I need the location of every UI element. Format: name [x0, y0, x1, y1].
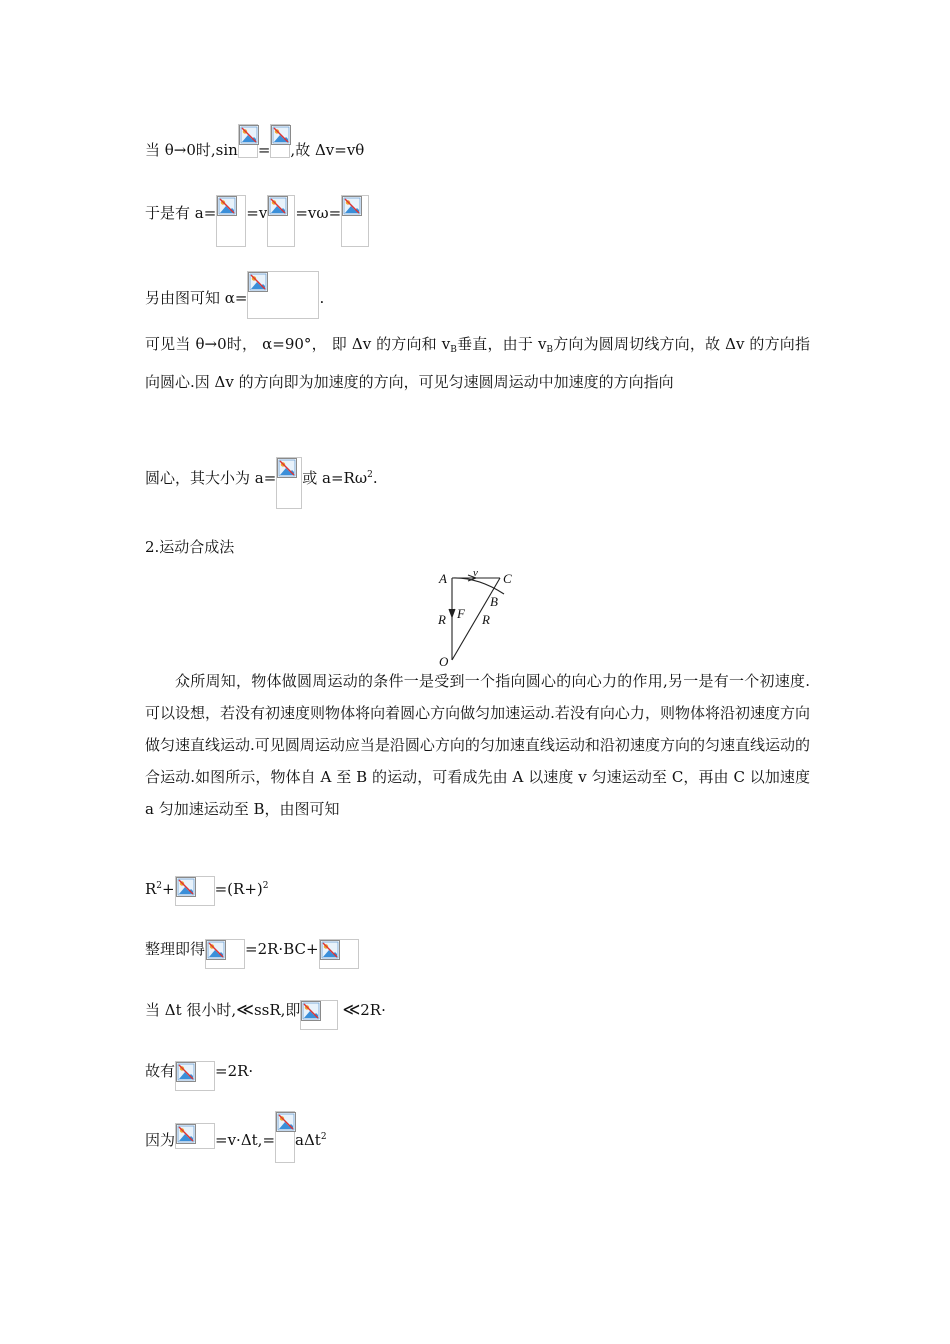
broken-image-icon: [176, 877, 196, 897]
equation-line-2: [145, 203, 369, 255]
equation-2: [145, 939, 359, 969]
text: 2R·: [360, 1001, 386, 1019]
arrow-F: [449, 609, 455, 617]
formula-image: [275, 1111, 295, 1163]
broken-image-icon: [342, 196, 362, 216]
text: .: [319, 289, 325, 307]
superscript: 2: [367, 470, 373, 480]
broken-image-icon: [271, 125, 291, 145]
superscript: 2: [156, 881, 163, 891]
formula-image: [247, 271, 319, 319]
text: 当 Δt 很小时,: [145, 1001, 237, 1019]
label-O: O: [439, 654, 449, 669]
broken-image-icon: [176, 1062, 196, 1082]
formula-image: [270, 124, 290, 158]
label-v: v: [473, 567, 478, 579]
text: 于是有 a=: [145, 204, 217, 222]
formula-image: [175, 1123, 215, 1149]
text: .: [372, 469, 378, 487]
broken-image-icon: [206, 940, 226, 960]
label-R-left: R: [438, 612, 446, 627]
text: ≪: [236, 1000, 254, 1020]
text: 当 θ→0时,sin: [145, 141, 238, 159]
formula-image: [175, 876, 215, 906]
text: 或 a=Rω: [302, 469, 368, 487]
formula-image: [341, 195, 369, 247]
text: 垂直，由于 v: [456, 335, 547, 353]
text: ,故 Δv=vθ: [290, 141, 365, 159]
equation-3: [145, 1000, 386, 1030]
formula-image: [300, 1000, 338, 1030]
text: =v·Δt,=: [215, 1131, 276, 1149]
text: ssR,即: [253, 1001, 301, 1019]
broken-image-icon: [239, 125, 259, 145]
label-A: A: [439, 571, 447, 586]
text: 因为: [145, 1131, 176, 1149]
text: R: [145, 880, 157, 898]
equation-line-1: [145, 140, 364, 174]
broken-image-icon: [268, 196, 288, 216]
label-R-right: R: [482, 612, 490, 627]
motion-synthesis-diagram: [430, 565, 530, 670]
superscript: 2: [320, 1132, 327, 1142]
text: +: [162, 880, 175, 898]
formula-image: [205, 939, 245, 969]
superscript: 2: [262, 881, 269, 891]
formula-image: [276, 457, 302, 509]
formula-image: [319, 939, 359, 969]
text: 整理即得: [145, 940, 206, 958]
arc-AB: [452, 578, 504, 594]
equation-4: [145, 1061, 253, 1091]
text: 方向为圆周切线方向，故 Δv 的方向指向圆心.因 Δv 的方向即为加速度的方向，可见匀速圆周运动中加速度的方向指向: [145, 335, 810, 391]
section-title: 2.运动合成法: [145, 538, 235, 556]
text: ≪: [342, 1000, 361, 1020]
broken-image-icon: [301, 1001, 321, 1021]
equation-1: [145, 876, 268, 906]
text: 可见当 θ→0时， α=90°， 即 Δv 的方向和 v: [145, 335, 451, 353]
broken-image-icon: [248, 272, 268, 292]
broken-image-icon: [217, 196, 237, 216]
formula-image: [175, 1061, 215, 1091]
text: aΔt: [295, 1131, 321, 1149]
equation-5: [145, 1127, 327, 1179]
paragraph-motion-synthesis: 众所周知，物体做圆周运动的条件一是受到一个指向圆心的向心力的作用,另一是有一个初速度.可以设想，若没有初速度则物体将向着圆心方向做匀加速运动.若没有向心力，则物体将沿初速度方向做匀速直线运动.可见圆周运动应当是沿圆心方向的匀加速直线运动和沿初速度方向的匀速直线运动的合运动.如图所示，物体自 A 至 B 的运动，可看成先由 A 以速度 v 匀速运动至 C，再由 C 以加速度 a 匀加速运动至 B，由图可知: [145, 672, 810, 818]
label-F: F: [457, 606, 465, 621]
formula-image: [238, 124, 258, 158]
subscript: B: [546, 345, 554, 355]
subscript: B: [450, 345, 457, 355]
broken-image-icon: [320, 940, 340, 960]
text: =2R·: [215, 1062, 254, 1080]
text: =(R+): [214, 880, 263, 898]
text: 另由图可知 α=: [145, 289, 248, 307]
text: =: [257, 141, 271, 159]
formula-image: [267, 195, 295, 247]
broken-image-icon: [277, 458, 297, 478]
formula-image: [216, 195, 246, 247]
paragraph-acceleration-direction: [145, 328, 810, 398]
text: 故有: [145, 1062, 176, 1080]
label-B: B: [490, 594, 498, 609]
broken-image-icon: [176, 1124, 196, 1144]
text: =2R·BC+: [245, 940, 319, 958]
text: =vω=: [295, 204, 342, 222]
equation-line-4: [145, 465, 378, 517]
label-C: C: [503, 571, 512, 586]
broken-image-icon: [276, 1112, 296, 1132]
text: =v: [246, 204, 268, 222]
text: 圆心，其大小为 a=: [145, 469, 277, 487]
